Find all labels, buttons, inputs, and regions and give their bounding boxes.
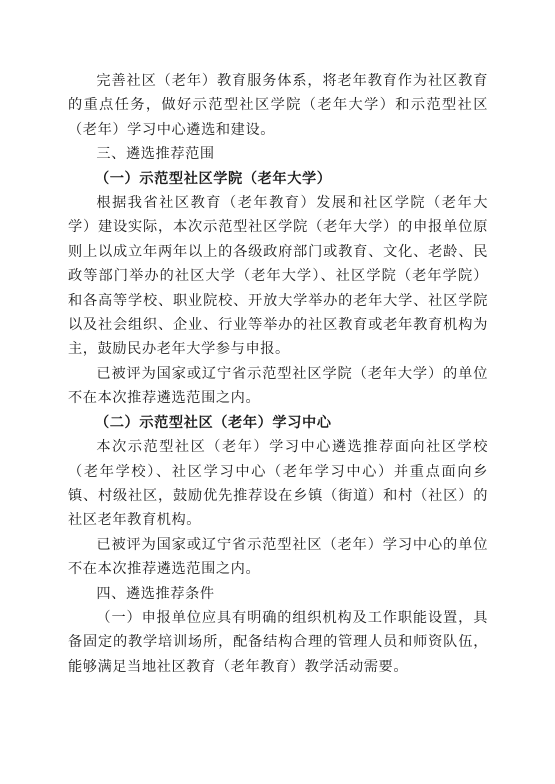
- subheading-learning-center: （二）示范型社区（老年）学习中心: [94, 414, 332, 431]
- subheading-community-college: （一）示范型社区学院（老年大学）: [94, 170, 332, 187]
- paragraph-college-exclusion: 已被评为国家或辽宁省示范型社区学院（老年大学）的单位不在本次推荐遴选范围之内。: [68, 365, 488, 407]
- paragraph-college-applicants: 根据我省社区教育（老年教育）发展和社区学院（老年大学）建设实际，本次示范型社区学院（老年大学）的申报单位原则上以成立年两年以上的各级政府部门或教育、文化、老龄、民政等部门举办的社区大学（老年大学）、社区学院（老年学院）和各高等学校、职业院校、开放大学举办的老年大学、社区学院以及社会组织、企业、行业等举办的社区教育或老年教育机构为主，鼓励民办老年大学参与申报。: [68, 195, 488, 358]
- paragraph-condition-one: （一）申报单位应具有明确的组织机构及工作职能设置，具备固定的教学培训场所，配备结构合理的管理人员和师资队伍，能够满足当地社区教育（老年教育）教学活动需要。: [68, 609, 488, 675]
- document-body: [68, 69, 488, 679]
- paragraph-center-applicants: 本次示范型社区（老年）学习中心遴选推荐面向社区学校（老年学校）、社区学习中心（老年学习中心）并重点面向乡镇、村级社区，鼓励优先推荐设在乡镇（街道）和村（社区）的社区老年教育机构。: [68, 439, 488, 529]
- paragraph-center-exclusion: 已被评为国家或辽宁省示范型社区（老年）学习中心的单位不在本次推荐遴选范围之内。: [68, 536, 488, 578]
- section-heading-conditions: 四、遴选推荐条件: [96, 585, 215, 602]
- section-heading-scope: 三、遴选推荐范围: [96, 146, 215, 163]
- paragraph-service-system: 完善社区（老年）教育服务体系，将老年教育作为社区教育的重点任务，做好示范型社区学院（老年大学）和示范型社区（老年）学习中心遴选和建设。: [68, 73, 488, 138]
